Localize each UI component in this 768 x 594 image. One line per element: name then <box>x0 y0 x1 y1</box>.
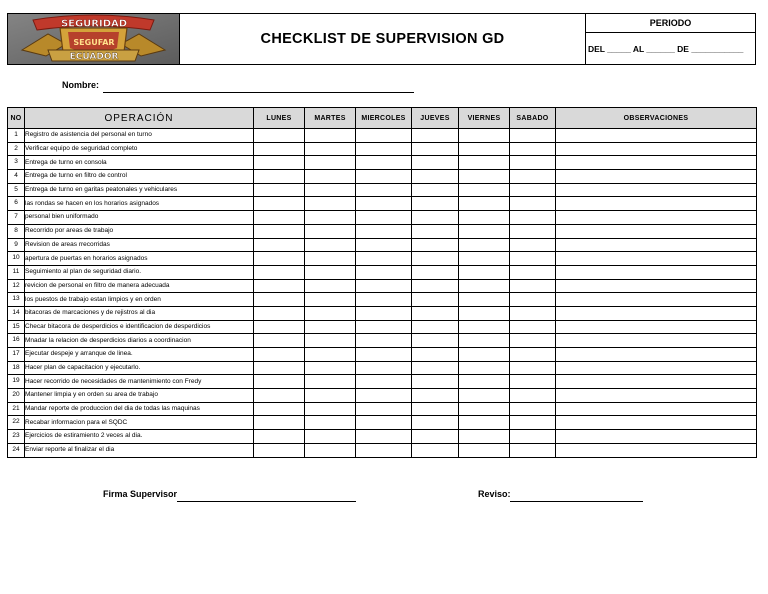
check-cell-martes[interactable] <box>305 334 356 348</box>
row-operation: Checar bitacora de desperdicios e identificacion de desperdicios <box>25 320 254 334</box>
check-cell-martes[interactable] <box>305 320 356 334</box>
table-row <box>8 416 757 430</box>
check-cell-martes[interactable] <box>305 142 356 156</box>
check-cell-miercoles[interactable] <box>356 416 412 430</box>
table-row <box>8 306 757 320</box>
period-label: PERIODO <box>586 14 755 33</box>
check-cell-viernes[interactable] <box>459 183 510 197</box>
table-row <box>8 430 757 444</box>
reviso-field[interactable] <box>510 501 643 502</box>
observaciones-cell[interactable] <box>556 375 757 389</box>
row-operation: Enviar reporte al finalizar el dia <box>25 443 254 457</box>
logo-mid-text: SEGUFAR <box>73 38 115 47</box>
check-cell-sabado[interactable] <box>510 279 556 293</box>
check-cell-jueves[interactable] <box>412 265 459 279</box>
observaciones-cell[interactable] <box>556 361 757 375</box>
check-cell-jueves[interactable] <box>412 252 459 266</box>
check-cell-martes[interactable] <box>305 129 356 143</box>
row-operation: las rondas se hacen en los horarios asignados <box>25 197 254 211</box>
check-cell-lunes[interactable] <box>254 306 305 320</box>
row-number: 7 <box>8 211 25 225</box>
check-cell-lunes[interactable] <box>254 129 305 143</box>
table-row <box>8 129 757 143</box>
check-cell-lunes[interactable] <box>254 156 305 170</box>
check-cell-jueves[interactable] <box>412 361 459 375</box>
check-cell-jueves[interactable] <box>412 238 459 252</box>
check-cell-jueves[interactable] <box>412 402 459 416</box>
check-cell-miercoles[interactable] <box>356 279 412 293</box>
check-cell-lunes[interactable] <box>254 170 305 184</box>
check-cell-sabado[interactable] <box>510 430 556 444</box>
check-cell-sabado[interactable] <box>510 293 556 307</box>
check-cell-martes[interactable] <box>305 389 356 403</box>
table-row <box>8 211 757 225</box>
check-cell-viernes[interactable] <box>459 238 510 252</box>
row-number: 16 <box>8 334 25 348</box>
row-operation: bitacoras de marcaciones y de rejistros al dia <box>25 306 254 320</box>
check-cell-sabado[interactable] <box>510 389 556 403</box>
check-cell-jueves[interactable] <box>412 416 459 430</box>
observaciones-cell[interactable] <box>556 416 757 430</box>
check-cell-viernes[interactable] <box>459 129 510 143</box>
check-cell-lunes[interactable] <box>254 183 305 197</box>
check-cell-miercoles[interactable] <box>356 183 412 197</box>
row-number: 14 <box>8 306 25 320</box>
check-cell-viernes[interactable] <box>459 402 510 416</box>
check-cell-sabado[interactable] <box>510 320 556 334</box>
row-number: 12 <box>8 279 25 293</box>
row-number: 24 <box>8 443 25 457</box>
observaciones-cell[interactable] <box>556 402 757 416</box>
check-cell-sabado[interactable] <box>510 252 556 266</box>
check-cell-miercoles[interactable] <box>356 293 412 307</box>
check-cell-sabado[interactable] <box>510 197 556 211</box>
check-cell-viernes[interactable] <box>459 224 510 238</box>
table-row <box>8 224 757 238</box>
observaciones-cell[interactable] <box>556 238 757 252</box>
observaciones-cell[interactable] <box>556 430 757 444</box>
check-cell-martes[interactable] <box>305 265 356 279</box>
check-cell-sabado[interactable] <box>510 211 556 225</box>
row-number: 23 <box>8 430 25 444</box>
row-number: 4 <box>8 170 25 184</box>
row-number: 8 <box>8 224 25 238</box>
observaciones-cell[interactable] <box>556 389 757 403</box>
row-operation: Entrega de turno en garitas peatonales y vehiculares <box>25 183 254 197</box>
observaciones-cell[interactable] <box>556 265 757 279</box>
row-operation: los puestos de trabajo estan limpios y en orden <box>25 293 254 307</box>
check-cell-lunes[interactable] <box>254 361 305 375</box>
table-row <box>8 156 757 170</box>
check-cell-viernes[interactable] <box>459 443 510 457</box>
check-cell-lunes[interactable] <box>254 279 305 293</box>
observaciones-cell[interactable] <box>556 306 757 320</box>
check-cell-jueves[interactable] <box>412 443 459 457</box>
row-number: 15 <box>8 320 25 334</box>
check-cell-miercoles[interactable] <box>356 430 412 444</box>
check-cell-jueves[interactable] <box>412 293 459 307</box>
row-operation: Ejercicios de estiramiento 2 veces al dia. <box>25 430 254 444</box>
row-number: 2 <box>8 142 25 156</box>
check-cell-martes[interactable] <box>305 252 356 266</box>
check-cell-viernes[interactable] <box>459 170 510 184</box>
table-row <box>8 334 757 348</box>
row-number: 6 <box>8 197 25 211</box>
check-cell-viernes[interactable] <box>459 416 510 430</box>
check-cell-sabado[interactable] <box>510 156 556 170</box>
check-cell-jueves[interactable] <box>412 348 459 362</box>
check-cell-viernes[interactable] <box>459 252 510 266</box>
check-cell-lunes[interactable] <box>254 334 305 348</box>
table-row <box>8 389 757 403</box>
check-cell-miercoles[interactable] <box>356 142 412 156</box>
check-cell-martes[interactable] <box>305 361 356 375</box>
observaciones-cell[interactable] <box>556 211 757 225</box>
check-cell-sabado[interactable] <box>510 238 556 252</box>
nombre-field[interactable] <box>103 92 414 93</box>
table-row <box>8 348 757 362</box>
observaciones-cell[interactable] <box>556 156 757 170</box>
logo-shield-icon <box>8 14 179 64</box>
row-number: 5 <box>8 183 25 197</box>
check-cell-miercoles[interactable] <box>356 129 412 143</box>
check-cell-sabado[interactable] <box>510 402 556 416</box>
table-row <box>8 361 757 375</box>
check-cell-viernes[interactable] <box>459 156 510 170</box>
row-operation: Entrega de turno en filtro de control <box>25 170 254 184</box>
row-operation: Hacer plan de capacitacion y ejecutarlo. <box>25 361 254 375</box>
check-cell-sabado[interactable] <box>510 224 556 238</box>
check-cell-martes[interactable] <box>305 170 356 184</box>
check-cell-lunes[interactable] <box>254 197 305 211</box>
check-cell-jueves[interactable] <box>412 389 459 403</box>
check-cell-sabado[interactable] <box>510 334 556 348</box>
observaciones-cell[interactable] <box>556 279 757 293</box>
check-cell-miercoles[interactable] <box>356 224 412 238</box>
table-row <box>8 443 757 457</box>
check-cell-lunes[interactable] <box>254 224 305 238</box>
check-cell-martes[interactable] <box>305 211 356 225</box>
check-cell-sabado[interactable] <box>510 443 556 457</box>
row-number: 17 <box>8 348 25 362</box>
table-row <box>8 170 757 184</box>
check-cell-miercoles[interactable] <box>356 306 412 320</box>
check-cell-martes[interactable] <box>305 224 356 238</box>
row-operation: Recabar informacion para el SQDC <box>25 416 254 430</box>
check-cell-miercoles[interactable] <box>356 197 412 211</box>
col-header-sabado: SABADO <box>510 108 556 129</box>
table-row <box>8 293 757 307</box>
check-cell-viernes[interactable] <box>459 320 510 334</box>
check-cell-miercoles[interactable] <box>356 402 412 416</box>
check-cell-jueves[interactable] <box>412 430 459 444</box>
table-row <box>8 183 757 197</box>
check-cell-martes[interactable] <box>305 430 356 444</box>
observaciones-cell[interactable] <box>556 170 757 184</box>
check-cell-lunes[interactable] <box>254 265 305 279</box>
check-cell-martes[interactable] <box>305 416 356 430</box>
check-cell-jueves[interactable] <box>412 211 459 225</box>
check-cell-miercoles[interactable] <box>356 320 412 334</box>
check-cell-sabado[interactable] <box>510 170 556 184</box>
check-cell-jueves[interactable] <box>412 320 459 334</box>
check-cell-viernes[interactable] <box>459 430 510 444</box>
check-cell-sabado[interactable] <box>510 129 556 143</box>
observaciones-cell[interactable] <box>556 443 757 457</box>
check-cell-viernes[interactable] <box>459 265 510 279</box>
check-cell-miercoles[interactable] <box>356 211 412 225</box>
check-cell-viernes[interactable] <box>459 142 510 156</box>
company-logo <box>8 14 180 64</box>
row-operation: Registro de asistencia del personal en turno <box>25 129 254 143</box>
check-cell-jueves[interactable] <box>412 279 459 293</box>
check-cell-viernes[interactable] <box>459 348 510 362</box>
observaciones-cell[interactable] <box>556 183 757 197</box>
check-cell-martes[interactable] <box>305 197 356 211</box>
table-row <box>8 279 757 293</box>
row-operation: Mantener limpia y en orden su area de trabajo <box>25 389 254 403</box>
row-operation: revicion de personal en filtro de manera adecuada <box>25 279 254 293</box>
observaciones-cell[interactable] <box>556 334 757 348</box>
check-cell-lunes[interactable] <box>254 238 305 252</box>
check-cell-lunes[interactable] <box>254 430 305 444</box>
firma-supervisor-label: Firma Supervisor <box>103 489 178 499</box>
check-cell-martes[interactable] <box>305 238 356 252</box>
check-cell-jueves[interactable] <box>412 142 459 156</box>
row-operation: Hacer recorrido de necesidades de mantenimiento con Fredy <box>25 375 254 389</box>
check-cell-lunes[interactable] <box>254 320 305 334</box>
check-cell-sabado[interactable] <box>510 265 556 279</box>
table-row <box>8 265 757 279</box>
nombre-label: Nombre: <box>62 80 100 90</box>
row-number: 1 <box>8 129 25 143</box>
table-row <box>8 402 757 416</box>
check-cell-lunes[interactable] <box>254 416 305 430</box>
check-cell-miercoles[interactable] <box>356 238 412 252</box>
check-cell-viernes[interactable] <box>459 389 510 403</box>
firma-supervisor-field[interactable] <box>177 501 356 502</box>
logo-bottom-text: ECUADOR <box>69 52 119 62</box>
row-number: 11 <box>8 265 25 279</box>
check-cell-viernes[interactable] <box>459 375 510 389</box>
row-number: 20 <box>8 389 25 403</box>
check-cell-martes[interactable] <box>305 293 356 307</box>
check-cell-viernes[interactable] <box>459 334 510 348</box>
check-cell-sabado[interactable] <box>510 183 556 197</box>
check-cell-miercoles[interactable] <box>356 348 412 362</box>
check-cell-martes[interactable] <box>305 156 356 170</box>
observaciones-cell[interactable] <box>556 142 757 156</box>
row-operation: Seguimiento al plan de seguridad diario. <box>25 265 254 279</box>
check-cell-martes[interactable] <box>305 348 356 362</box>
check-cell-viernes[interactable] <box>459 361 510 375</box>
check-cell-sabado[interactable] <box>510 361 556 375</box>
row-operation: personal bien uniformado <box>25 211 254 225</box>
period-cell <box>586 14 755 64</box>
check-cell-sabado[interactable] <box>510 416 556 430</box>
check-cell-jueves[interactable] <box>412 183 459 197</box>
check-cell-viernes[interactable] <box>459 279 510 293</box>
table-header-row <box>8 108 757 129</box>
check-cell-martes[interactable] <box>305 375 356 389</box>
check-cell-miercoles[interactable] <box>356 265 412 279</box>
observaciones-cell[interactable] <box>556 252 757 266</box>
observaciones-cell[interactable] <box>556 320 757 334</box>
check-cell-jueves[interactable] <box>412 129 459 143</box>
table-row <box>8 238 757 252</box>
check-cell-lunes[interactable] <box>254 142 305 156</box>
check-cell-viernes[interactable] <box>459 306 510 320</box>
check-cell-lunes[interactable] <box>254 402 305 416</box>
header-box <box>7 13 756 65</box>
check-cell-jueves[interactable] <box>412 375 459 389</box>
row-number: 3 <box>8 156 25 170</box>
check-cell-miercoles[interactable] <box>356 156 412 170</box>
row-operation: Ejecutar despeje y arranque de linea. <box>25 348 254 362</box>
row-number: 10 <box>8 252 25 266</box>
row-operation: Entrega de turno en consola <box>25 156 254 170</box>
check-cell-viernes[interactable] <box>459 197 510 211</box>
row-number: 22 <box>8 416 25 430</box>
col-header-lunes: LUNES <box>254 108 305 129</box>
page-title: CHECKLIST DE SUPERVISION GD <box>260 31 505 47</box>
logo-top-text: SEGURIDAD <box>60 18 128 30</box>
row-number: 13 <box>8 293 25 307</box>
row-operation: Recorrido por areas de trabajo <box>25 224 254 238</box>
check-cell-jueves[interactable] <box>412 197 459 211</box>
reviso-label: Reviso: <box>478 489 511 499</box>
row-number: 9 <box>8 238 25 252</box>
check-cell-lunes[interactable] <box>254 293 305 307</box>
col-header-operation: OPERACIÓN <box>25 108 254 129</box>
check-cell-viernes[interactable] <box>459 211 510 225</box>
observaciones-cell[interactable] <box>556 348 757 362</box>
check-cell-sabado[interactable] <box>510 306 556 320</box>
row-operation: Verificar equipo de seguridad completo <box>25 142 254 156</box>
observaciones-cell[interactable] <box>556 129 757 143</box>
check-cell-miercoles[interactable] <box>356 334 412 348</box>
col-header-observaciones: OBSERVACIONES <box>556 108 757 129</box>
check-cell-miercoles[interactable] <box>356 443 412 457</box>
check-cell-martes[interactable] <box>305 443 356 457</box>
table-row <box>8 197 757 211</box>
row-operation: apertura de puertas en horarios asignados <box>25 252 254 266</box>
table-row <box>8 142 757 156</box>
check-cell-lunes[interactable] <box>254 443 305 457</box>
col-header-no: NO <box>8 108 25 129</box>
check-cell-miercoles[interactable] <box>356 375 412 389</box>
check-cell-jueves[interactable] <box>412 334 459 348</box>
check-cell-martes[interactable] <box>305 402 356 416</box>
observaciones-cell[interactable] <box>556 224 757 238</box>
row-operation: Mandar reporte de produccion del dia de todas las maquinas <box>25 402 254 416</box>
table-row <box>8 252 757 266</box>
check-cell-martes[interactable] <box>305 183 356 197</box>
col-header-jueves: JUEVES <box>412 108 459 129</box>
check-cell-lunes[interactable] <box>254 211 305 225</box>
observaciones-cell[interactable] <box>556 197 757 211</box>
checklist-table <box>7 107 757 458</box>
check-cell-jueves[interactable] <box>412 170 459 184</box>
row-number: 21 <box>8 402 25 416</box>
row-operation: Mnadar la relacion de desperdicios diarios a coordinacion <box>25 334 254 348</box>
check-cell-miercoles[interactable] <box>356 252 412 266</box>
col-header-miercoles: MIERCOLES <box>356 108 412 129</box>
check-cell-lunes[interactable] <box>254 252 305 266</box>
check-cell-lunes[interactable] <box>254 375 305 389</box>
row-number: 19 <box>8 375 25 389</box>
check-cell-martes[interactable] <box>305 279 356 293</box>
check-cell-jueves[interactable] <box>412 156 459 170</box>
check-cell-sabado[interactable] <box>510 375 556 389</box>
table-row <box>8 375 757 389</box>
period-date-range[interactable]: DEL _____ AL ______ DE ___________ <box>588 43 744 54</box>
row-number: 18 <box>8 361 25 375</box>
check-cell-jueves[interactable] <box>412 224 459 238</box>
check-cell-sabado[interactable] <box>510 142 556 156</box>
check-cell-lunes[interactable] <box>254 348 305 362</box>
observaciones-cell[interactable] <box>556 293 757 307</box>
check-cell-viernes[interactable] <box>459 293 510 307</box>
title-cell <box>180 14 586 64</box>
check-cell-sabado[interactable] <box>510 348 556 362</box>
check-cell-miercoles[interactable] <box>356 389 412 403</box>
check-cell-miercoles[interactable] <box>356 361 412 375</box>
row-operation: Revision de areas rrecorridas <box>25 238 254 252</box>
check-cell-miercoles[interactable] <box>356 170 412 184</box>
table-row <box>8 320 757 334</box>
check-cell-martes[interactable] <box>305 306 356 320</box>
col-header-viernes: VIERNES <box>459 108 510 129</box>
check-cell-jueves[interactable] <box>412 306 459 320</box>
col-header-martes: MARTES <box>305 108 356 129</box>
check-cell-lunes[interactable] <box>254 389 305 403</box>
